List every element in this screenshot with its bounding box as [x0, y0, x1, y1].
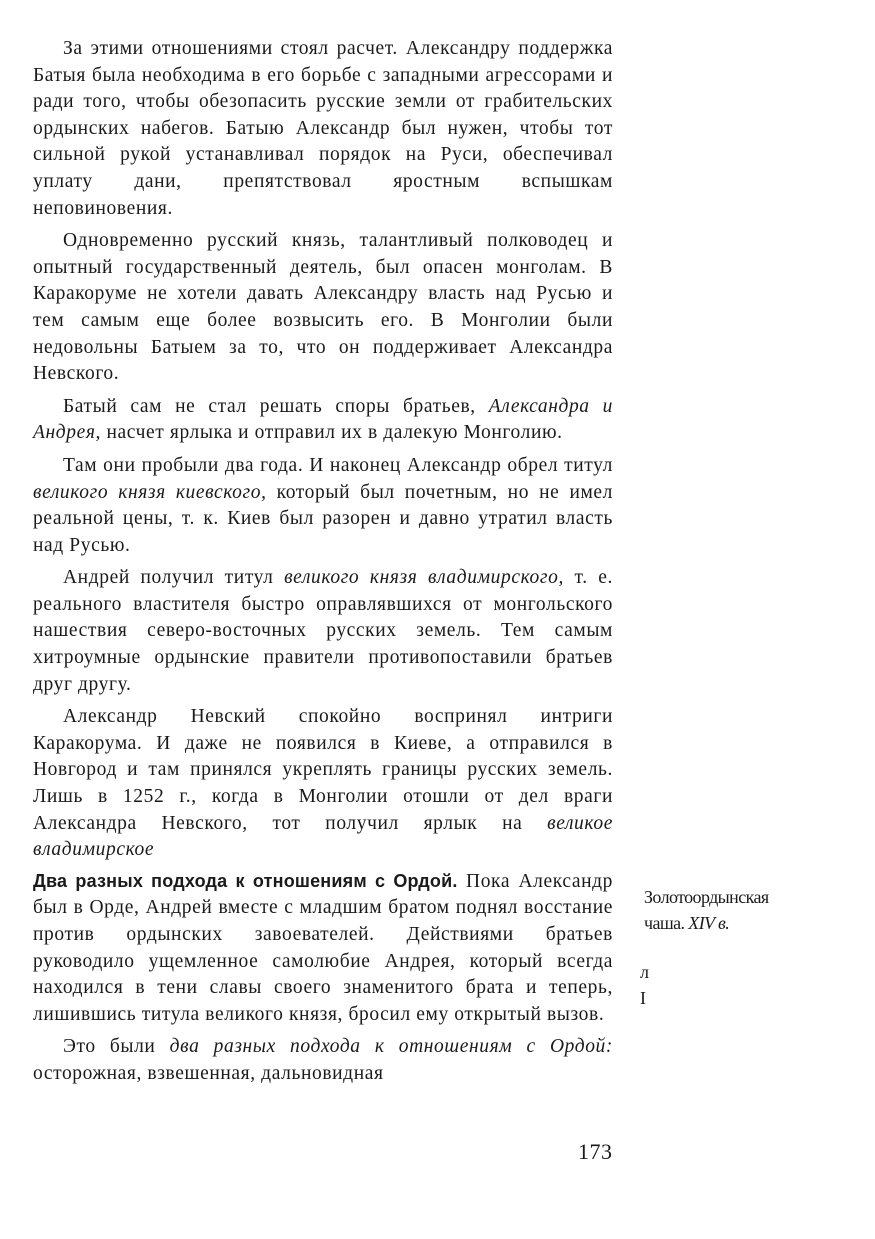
paragraph-8: [33, 1034, 613, 1087]
caption-line-2: [644, 910, 844, 936]
paragraph-4-text-b: который был почетным, но не имел реальной цены, т. к. Киев был разорен и давно утратил власть над Русью.: [33, 481, 614, 556]
paragraph-6: [33, 704, 613, 864]
paragraph-2-text: Одновременно русский князь, талантливый полководец и опытный государственный деятель, был опасен монголам. В Каракоруме не хотели давать Александру власть над Русью и тем самым еще более возвысить его. В Монголии были недовольны Батыем за то, что он поддерживает Александра Невского.: [33, 230, 613, 385]
paragraph-3-text-a: Батый сам не стал решать споры братьев,: [63, 395, 489, 417]
paragraph-1-text: За этими отношениями стоял расчет. Александру поддержка Батыя была необходима в его борьбе с западными агрессорами и ради того, чтобы обезопасить русские земли от грабительских ордынских набегов. Батыю Александр был нужен, чтобы тот сильной рукой устанавливал порядок на Руси, обеспечивал уплату дани, препятствовал яростным вспышкам неповиновения.: [33, 38, 613, 219]
paragraph-4: [33, 453, 613, 559]
paragraph-3-emphasis: Александра и Андрея,: [33, 395, 613, 444]
caption-line-1: Золотоордынская: [644, 887, 769, 907]
paragraph-3: [33, 394, 613, 447]
paragraph-2: [33, 228, 613, 388]
section-heading: Два разных подхода к отношениям с Ордой.: [33, 870, 458, 891]
paragraph-8-emphasis: два разных подхода к отношениям с Ордой:: [169, 1036, 613, 1058]
page-number: 173: [578, 1139, 613, 1164]
paragraph-5-text-a: Андрей получил титул: [63, 567, 285, 589]
paragraph-4-text-a: Там они пробыли два года. И наконец Александр обрел титул: [63, 454, 613, 476]
figure-caption: [644, 884, 844, 936]
paragraph-5-text-b: т. е. реального властителя быстро оправлявшихся от монгольского нашествия северо-восточных русских земель. Тем самым хитроумные ордынские правители противопоставили братьев друг другу.: [33, 567, 614, 695]
caption-century: XIV в.: [688, 913, 730, 933]
margin-mark-1: л: [640, 962, 649, 982]
paragraph-1: [33, 36, 613, 222]
paragraph-6-text-a: Александр Невский спокойно воспринял интриги Каракорума. И даже не появился в Киеве, а отправился в Новгород и там принялся укреплять границы русских земель. Лишь в 1252 г., когда в Монголии отошли от дел враги Александра Невского, тот получил ярлык на: [33, 706, 613, 834]
paragraph-7: [33, 868, 613, 1029]
paragraph-5-emphasis: великого князя владимирского,: [284, 567, 564, 589]
main-text-column: [33, 36, 613, 1088]
paragraph-8-text-b: осторожная, взвешенная, дальновидная: [33, 1062, 384, 1084]
caption-line-2-text: чаша.: [644, 913, 689, 933]
margin-mark-2: I: [640, 988, 646, 1008]
paragraph-3-text-b: насчет ярлыка и отправил их в далекую Монголию.: [101, 422, 563, 444]
paragraph-5: [33, 565, 613, 698]
paragraph-8-text-a: Это были: [63, 1036, 170, 1058]
paragraph-6-emphasis: великое владимирское: [33, 812, 613, 861]
paragraph-4-emphasis: великого князя киевского,: [33, 481, 267, 503]
paragraph-7-text: Пока Александр был в Орде, Андрей вместе с младшим братом поднял восстание против ордынских завоевателей. Действиями братьев руководило ущемленное самолюбие Андрея, который всегда находился в тени славы своего знаменитого брата и теперь, лишившись титула великого князя, бросил ему открытый вызов.: [33, 870, 613, 1025]
